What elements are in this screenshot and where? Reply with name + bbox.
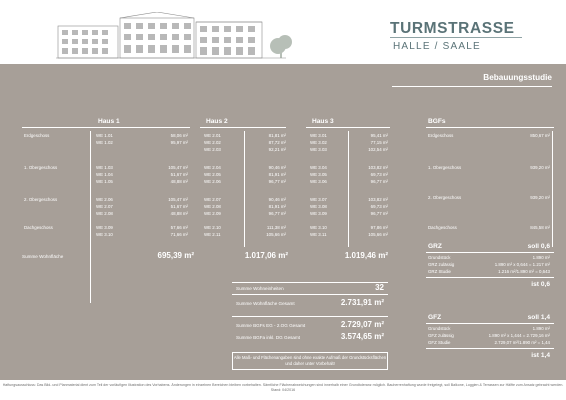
unit-id: WE 3.01 [310, 133, 327, 138]
unit-area: 95,41 m² [370, 133, 388, 138]
unit-id: WE 2.07 [204, 197, 221, 202]
unit-id: WE 3.10 [96, 232, 113, 237]
unit-area: 96,77 m² [370, 211, 388, 216]
grz-rule [426, 252, 554, 253]
unit-id: WE 2.08 [96, 211, 113, 216]
unit-id: WE 2.01 [204, 133, 221, 138]
unit-area: 87,72 m² [268, 140, 286, 145]
unit-area: 69,73 m² [370, 204, 388, 209]
unit-id: WE 2.02 [204, 140, 221, 145]
summary-bgf-value: 2.729,07 m² [340, 320, 384, 329]
unit-area: 58,06 m² [170, 133, 188, 138]
bgf-value: 845,58 m² [530, 225, 550, 230]
title-rule [392, 86, 552, 87]
unit-id: WE 3.02 [310, 140, 327, 145]
unit-id: WE 1.05 [96, 179, 113, 184]
summary-bgf-dg-value: 3.574,65 m² [340, 332, 384, 341]
unit-id: WE 2.07 [96, 204, 113, 209]
house1-divider [90, 131, 91, 303]
unit-id: WE 3.07 [310, 197, 327, 202]
summary-living-label: Summe Wohnfläche Gesamt [236, 301, 295, 306]
unit-area: 90,46 m² [268, 197, 286, 202]
grz-target: soll 0,6 [527, 243, 550, 250]
gfz-rule-bottom [426, 348, 554, 349]
unit-id: WE 1.01 [96, 133, 113, 138]
unit-area: 96,77 m² [370, 179, 388, 184]
house3-rule [306, 127, 390, 128]
floor-label: 2. Obergeschoss [24, 197, 58, 202]
house1-heading: Haus 1 [98, 118, 120, 125]
unit-id: WE 1.02 [96, 140, 113, 145]
unit-area: 96,77 m² [268, 179, 286, 184]
footer-disclaimer: Haftungsausschluss: Das Bild- und Planmaterial dient zum Teil der vorläufigen Illustration des Vorhabens. Änderungen in einzelnen Bereichen bleiben vorbehalten. Sämtliche Flächenabweichungen sind innerhalb einer Grundtoleranz möglich. Bauherrenhaftung wurde freigelegt, soll Balkone, Loggien & Terrassen zur Hälfte zum Ansatz gebracht werden. Stand: 04/2016 [0, 380, 566, 400]
unit-area: 105,66 m² [368, 232, 388, 237]
gfz-rule [426, 323, 554, 324]
unit-id: WE 2.11 [204, 232, 221, 237]
unit-id: WE 2.06 [204, 179, 221, 184]
unit-area: 48,88 m² [170, 179, 188, 184]
unit-id: WE 1.03 [96, 165, 113, 170]
brand-subtitle: HALLE / SAALE [393, 41, 481, 52]
summary-rule-3 [232, 316, 388, 317]
bgf-floor-label: 2. Obergeschoss [428, 195, 462, 200]
summary-bgf-label: Summe BGFs EG - 2.OG Gesamt [236, 323, 306, 328]
unit-id: WE 2.10 [204, 225, 221, 230]
unit-area: 81,91 m² [268, 204, 286, 209]
unit-id: WE 3.09 [96, 225, 113, 230]
grz-row-value: 1.890 m² x 0,644 = 1.217 m² [494, 262, 550, 267]
summary-units-label: Summe Wohneinheiten [236, 286, 284, 291]
summary-rule-2 [232, 294, 388, 295]
unit-area: 51,67 m² [170, 204, 188, 209]
unit-area: 57,66 m² [170, 225, 188, 230]
unit-id: WE 2.03 [204, 147, 221, 152]
unit-area: 77,15 m² [370, 140, 388, 145]
unit-id: WE 3.03 [310, 147, 327, 152]
unit-id: WE 3.08 [310, 204, 327, 209]
unit-area: 102,54 m² [368, 147, 388, 152]
gfz-target: soll 1,4 [527, 314, 550, 321]
summary-living-value: 2.731,91 m² [340, 298, 384, 307]
gfz-label: GFZ [428, 314, 442, 321]
grz-row-label: GRZ Studie [428, 269, 451, 274]
summary-units-value: 32 [375, 283, 384, 292]
bgf-value: 939,20 m² [530, 195, 550, 200]
house3-sum: 1.019,46 m² [344, 251, 388, 260]
grz-label: GRZ [428, 243, 442, 250]
unit-id: WE 3.04 [310, 165, 327, 170]
unit-id: WE 2.08 [204, 204, 221, 209]
brand-title: TURMSTRASSE [390, 20, 515, 37]
house2-sum: 1.017,06 m² [244, 251, 288, 260]
study-panel [0, 64, 566, 380]
house1-sum: 695,39 m² [157, 251, 194, 260]
house2-rule [200, 127, 286, 128]
house2-heading: Haus 2 [206, 118, 228, 125]
unit-id: WE 3.09 [310, 211, 327, 216]
house1-sum-label: Summe Wohnfläche [22, 254, 64, 259]
unit-area: 97,86 m² [370, 225, 388, 230]
gfz-row-label: GFZ Studie [428, 340, 451, 345]
unit-area: 103,82 m² [368, 165, 388, 170]
unit-area: 90,46 m² [268, 165, 286, 170]
grz-row-label: GRZ zulässig [428, 262, 455, 267]
unit-area: 105,47 m² [168, 197, 188, 202]
building-sketch-image [56, 12, 306, 60]
unit-id: WE 2.06 [96, 197, 113, 202]
unit-area: 105,47 m² [168, 165, 188, 170]
unit-id: WE 3.11 [310, 232, 327, 237]
grz-rule-bottom [426, 277, 554, 278]
unit-area: 51,67 m² [170, 172, 188, 177]
panel-title: Bebauungsstudie [483, 73, 552, 82]
grz-row-value: 1.216 m²/1.890 m² = 0,643 [498, 269, 550, 274]
house1-rule [22, 127, 190, 128]
gfz-row-value: 2.729,07 m²/1.890 m² = 1,44 [494, 340, 550, 345]
header [0, 0, 566, 64]
bgf-floor-label: Dachgeschoss [428, 225, 457, 230]
unit-id: WE 3.06 [310, 179, 327, 184]
gfz-row-value: 1.890 m² x 1,444 = 2.729,16 m² [488, 333, 550, 338]
summary-bgf-dg-label: Summe BGFa inkl. DG Gesamt [236, 335, 301, 340]
unit-id: WE 2.04 [204, 165, 221, 170]
brand-divider [390, 37, 522, 38]
unit-area: 81,81 m² [268, 133, 286, 138]
bgf-floor-label: 1. Obergeschoss [428, 165, 462, 170]
unit-area: 105,66 m² [266, 232, 286, 237]
grz-row-label: Grundstück [428, 255, 451, 260]
unit-id: WE 2.05 [204, 172, 221, 177]
bgfs-divider [552, 131, 553, 247]
grz-actual: ist 0,6 [531, 281, 550, 288]
unit-id: WE 2.09 [204, 211, 221, 216]
unit-area: 48,88 m² [170, 211, 188, 216]
bgfs-heading: BGFs [428, 118, 446, 125]
bgfs-rule [426, 127, 554, 128]
grz-row-value: 1.890 m² [532, 255, 550, 260]
floor-label: Erdgeschoss [24, 133, 50, 138]
gfz-actual: ist 1,4 [531, 352, 550, 359]
gfz-row-label: GFZ zulässig [428, 333, 454, 338]
unit-area: 95,97 m² [170, 140, 188, 145]
gfz-row-value: 1.890 m² [532, 326, 550, 331]
unit-id: WE 1.04 [96, 172, 113, 177]
bgf-value: 939,20 m² [530, 165, 550, 170]
unit-area: 111,38 m² [266, 225, 286, 230]
disclaimer-note: Alle Maß- und Flächenangaben sind ohne exakte Aufmaß der Grundstücksflächen und daher unter Vorbehalt! [232, 352, 388, 370]
unit-id: WE 3.10 [310, 225, 327, 230]
house3-heading: Haus 3 [312, 118, 334, 125]
unit-area: 103,82 m² [368, 197, 388, 202]
bgf-floor-label: Erdgeschoss [428, 133, 454, 138]
unit-id: WE 3.05 [310, 172, 327, 177]
unit-area: 81,91 m² [268, 172, 286, 177]
unit-area: 69,73 m² [370, 172, 388, 177]
bgf-value: 850,67 m² [530, 133, 550, 138]
unit-area: 71,66 m² [170, 232, 188, 237]
unit-area: 92,21 m² [268, 147, 286, 152]
floor-label: 1. Obergeschoss [24, 165, 58, 170]
unit-area: 96,77 m² [268, 211, 286, 216]
gfz-row-label: Grundstück [428, 326, 451, 331]
floor-label: Dachgeschoss [24, 225, 53, 230]
